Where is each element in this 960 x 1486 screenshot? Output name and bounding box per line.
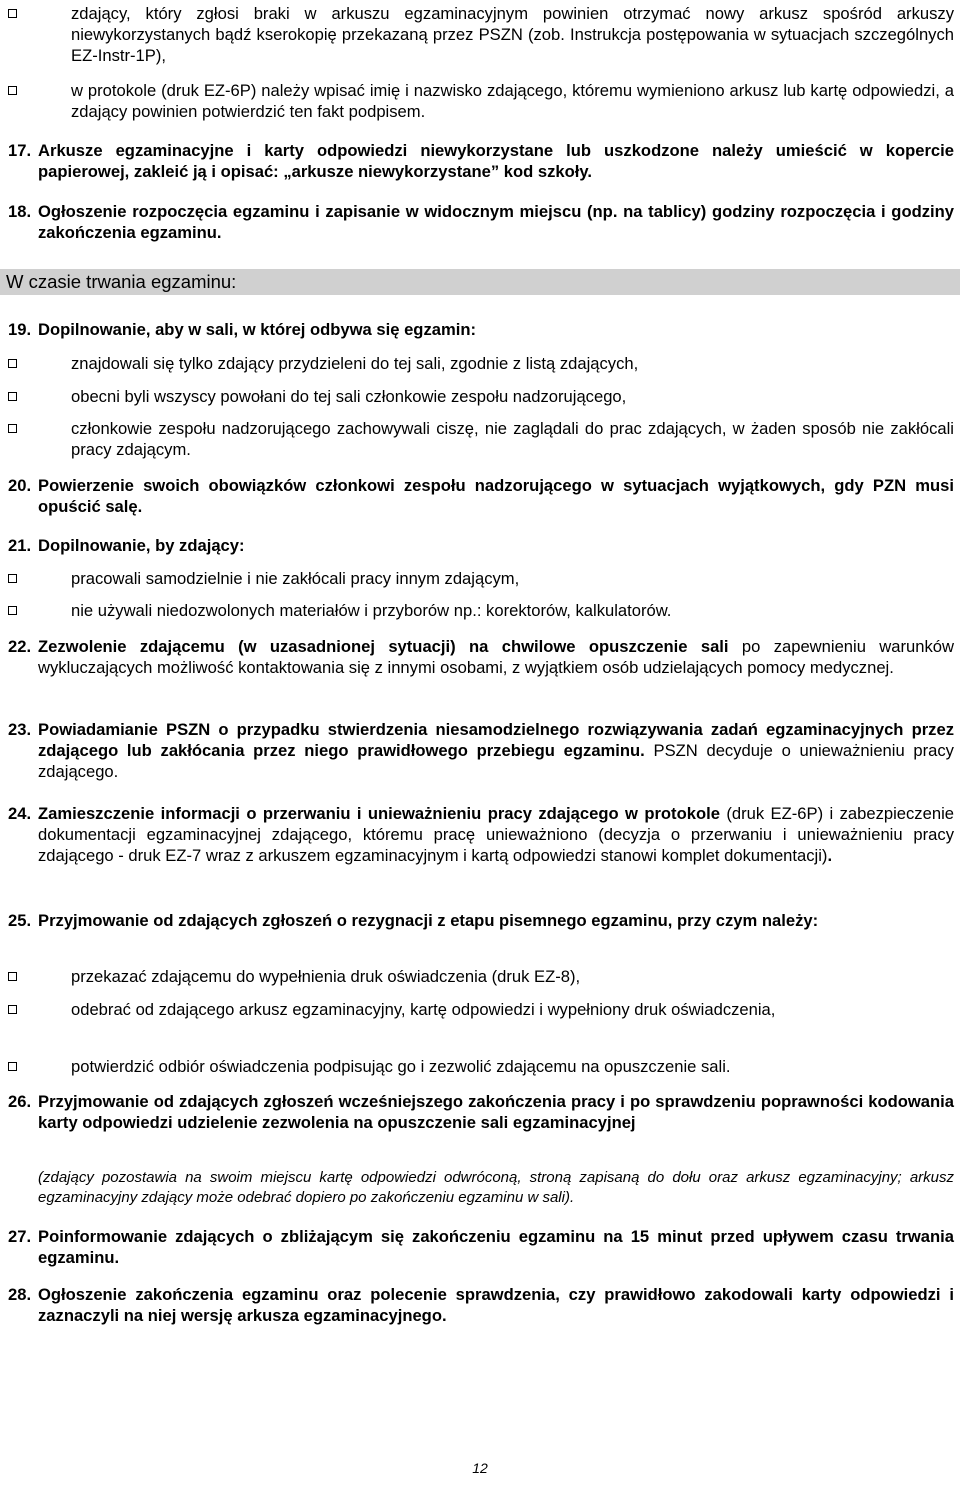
- item-text-bold: Powiadamianie PSZN o przypadku stwierdzenia niesamodzielnego rozwiązywania zadań egzaminacyjnych przez zdającego lub zakłócania przez niego prawidłowego przebiegu egzaminu.: [38, 720, 954, 760]
- item-text: Arkusze egzaminacyjne i karty odpowiedzi niewykorzystane lub uszkodzone należy umieścić w kopercie papierowej, zakleić ją i opisać: „arkusze niewykorzystane” kod szkoły.: [38, 141, 954, 181]
- item-text: Powierzenie swoich obowiązków członkowi zespołu nadzorującego w sytuacjach wyjątkowych, gdy PZN musi opuścić salę.: [38, 476, 954, 516]
- list-item-text: odebrać od zdającego arkusz egzaminacyjny, kartę odpowiedzi i wypełniony druk oświadczenia,: [71, 1000, 776, 1019]
- checkbox-bullet-icon: [8, 972, 17, 981]
- item-text: Ogłoszenie zakończenia egzaminu oraz polecenie sprawdzenia, czy prawidłowo zakodowali karty odpowiedzi i zaznaczyli na niej wersję arkusza egzaminacyjnego.: [38, 1285, 954, 1325]
- item-text-bold: Zamieszczenie informacji o przerwaniu i unieważnieniu pracy zdającego w protokole: [38, 804, 720, 823]
- item-note: (zdający pozostawia na swoim miejscu kartę odpowiedzi odwróconą, stroną zapisaną do dołu oraz arkusz egzaminacyjny; arkusz egzaminacyjny zdający może odebrać dopiero po zakończeniu egzaminu w sali).: [38, 1169, 954, 1206]
- checkbox-bullet-icon: [8, 86, 17, 95]
- checkbox-bullet-icon: [8, 359, 17, 368]
- item-number: 20.: [8, 476, 32, 495]
- item-number: 19.: [8, 320, 32, 339]
- item-text: Przyjmowanie od zdających zgłoszeń o rezygnacji z etapu pisemnego egzaminu, przy czym należy:: [38, 911, 819, 930]
- checkbox-bullet-icon: [8, 1062, 17, 1071]
- item-text: [38, 803, 954, 866]
- item-text: [38, 636, 954, 678]
- item-text: Poinformowanie zdających o zbliżającym się zakończeniu egzaminu na 15 minut przed upływem czasu trwania egzaminu.: [38, 1227, 954, 1267]
- checkbox-bullet-icon: [8, 1005, 17, 1014]
- item-text-normal: PSZN decyduje o unieważnieniu pracy zdającego.: [38, 741, 954, 781]
- item-number: 18.: [8, 202, 32, 221]
- item-number: 28.: [8, 1285, 32, 1304]
- checkbox-bullet-icon: [8, 392, 17, 401]
- list-item-text: nie używali niedozwolonych materiałów i przyborów np.: korektorów, kalkulatorów.: [71, 601, 672, 620]
- list-item-text: znajdowali się tylko zdający przydzieleni do tej sali, zgodnie z listą zdających,: [71, 354, 639, 373]
- item-number: 22.: [8, 637, 32, 656]
- section-heading: W czasie trwania egzaminu:: [0, 269, 960, 295]
- checkbox-bullet-icon: [8, 574, 17, 583]
- item-number: 17.: [8, 141, 32, 160]
- item-number: 23.: [8, 720, 32, 739]
- item-number: 24.: [8, 804, 32, 823]
- page-number: 12: [472, 1460, 488, 1476]
- list-item-text: potwierdzić odbiór oświadczenia podpisując go i zezwolić zdającemu na opuszczenie sali.: [71, 1057, 731, 1076]
- item-text: Ogłoszenie rozpoczęcia egzaminu i zapisanie w widocznym miejscu (np. na tablicy) godziny rozpoczęcia i godziny zakończenia egzaminu.: [38, 202, 954, 242]
- item-text: Dopilnowanie, aby w sali, w której odbywa się egzamin:: [38, 320, 476, 339]
- item-text-normal: po zapewnieniu warunków wykluczających możliwość kontaktowania się z innymi osobami, z wyjątkiem osób udzielających pomocy medycznej.: [38, 637, 955, 677]
- item-text: Przyjmowanie od zdających zgłoszeń wcześniejszego zakończenia pracy i po sprawdzeniu poprawności kodowania karty odpowiedzi udzielenie zezwolenia na opuszczenie sali egzaminacyjnej: [38, 1092, 954, 1132]
- item-text-bold: Zezwolenie zdającemu (w uzasadnionej sytuacji) na chwilowe opuszczenie sali: [38, 637, 729, 656]
- list-item: [8, 3, 960, 65]
- list-item: [8, 80, 960, 122]
- list-item-text: pracowali samodzielnie i nie zakłócali pracy innym zdającym,: [71, 569, 520, 588]
- list-item-text: w protokole (druk EZ-6P) należy wpisać imię i nazwisko zdającego, któremu wymieniono arkusz lub kartę odpowiedzi, a zdający powinien potwierdzić ten fakt podpisem.: [71, 81, 954, 121]
- list-item-text: zdający, który zgłosi braki w arkuszu egzaminacyjnym powinien otrzymać nowy arkusz spośród arkuszy niewykorzystanych bądź kserokopię przekazaną przez PSZN (zob. Instrukcja postępowania w sytuacjach szczególnych EZ-Instr-1P),: [71, 4, 954, 65]
- item-number: 25.: [8, 911, 32, 930]
- item-text: Dopilnowanie, by zdający:: [38, 536, 245, 555]
- checkbox-bullet-icon: [8, 424, 17, 433]
- item-text-tail: .: [827, 846, 833, 865]
- item-number: 27.: [8, 1227, 32, 1246]
- list-item-text: obecni byli wszyscy powołani do tej sali członkowie zespołu nadzorującego,: [71, 387, 627, 406]
- list-item-text: przekazać zdającemu do wypełnienia druk oświadczenia (druk EZ-8),: [71, 967, 581, 986]
- item-text-normal: (druk EZ-6P) i zabezpieczenie dokumentacji egzaminacyjnej zdającego, któremu pracę unieważniono (decyzja o przerwaniu i unieważnieniu pracy zdającego - druk EZ-7 wraz z arkuszem egzaminacyjnym i kartą odpowiedzi stanowi komplet dokumentacji): [38, 804, 954, 865]
- item-text: [38, 719, 954, 782]
- checkbox-bullet-icon: [8, 9, 17, 18]
- checkbox-bullet-icon: [8, 606, 17, 615]
- item-number: 26.: [8, 1092, 32, 1111]
- item-number: 21.: [8, 536, 32, 555]
- list-item-text: członkowie zespołu nadzorującego zachowywali ciszę, nie zaglądali do prac zdających, w żaden sposób nie zakłócali pracy zdającym.: [71, 419, 954, 459]
